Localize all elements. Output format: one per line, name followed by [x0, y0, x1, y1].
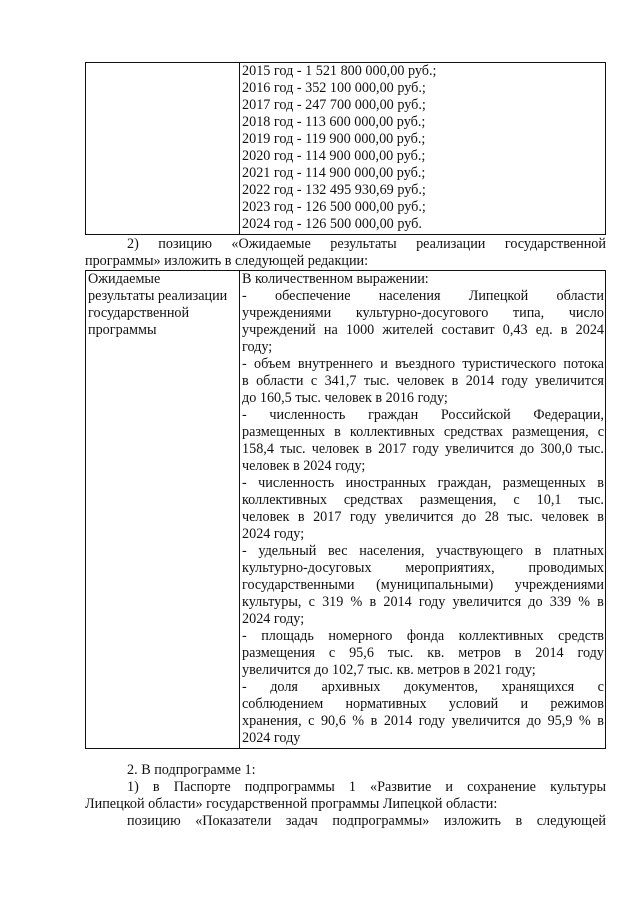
- results-text-line: до 160,5 тыс. человек в 2016 году;: [242, 390, 448, 406]
- results-text-line: размещения с 95,6 тыс. кв. метров в 2014 году: [242, 645, 604, 661]
- results-text-line: 2024 году;: [242, 526, 305, 542]
- funding-year-line: 2017 год - 247 700 000,00 руб.;: [242, 97, 426, 113]
- table-row: [86, 63, 606, 235]
- results-text-line: размещенных в коллективных средствах размещения, с: [242, 424, 604, 440]
- word: «Развитие: [370, 779, 432, 795]
- results-text-line: учреждениями культурно-досугового типа, число: [242, 305, 604, 321]
- results-text-line: соблюдением нормативных условий и режимов: [242, 696, 604, 712]
- results-label: [88, 271, 238, 339]
- word: 2): [127, 236, 139, 252]
- word: 1): [127, 779, 139, 795]
- funding-table: [85, 62, 606, 235]
- results-text-line: 158,4 тыс. человек в 2017 году увеличится до 300,0 тыс.: [242, 441, 604, 457]
- word: «Показатели: [195, 813, 272, 829]
- results-text-line: государственными (муниципальными) учреждениями: [242, 577, 604, 593]
- results-text-line: увеличится до 102,7 тыс. кв. метров в 2021 году;: [242, 662, 536, 678]
- results-text-line: в области с 341,7 тыс. человек в 2014 году увеличится: [242, 373, 604, 389]
- results-text-line: 2024 году;: [242, 611, 305, 627]
- word: следующей: [536, 813, 606, 829]
- funding-year-line: 2016 год - 352 100 000,00 руб.;: [242, 80, 426, 96]
- results-text-line: человек в 2024 году;: [242, 458, 366, 474]
- word: задач: [285, 813, 318, 829]
- results-label-line: программы: [88, 322, 157, 338]
- results-text-line: коллективных средствах размещения, с 10,1 тыс.: [242, 492, 604, 508]
- results-text-line: культурно-досуговых мероприятиях, проводимых: [242, 560, 604, 576]
- table-row: [86, 271, 606, 749]
- results-text-line: В количественном выражении:: [242, 271, 429, 287]
- funding-year-line: 2021 год - 114 900 000,00 руб.;: [242, 165, 426, 181]
- funding-year-line: 2018 год - 113 600 000,00 руб.;: [242, 114, 426, 130]
- word: 1: [348, 779, 356, 795]
- paragraph-subprogram: [85, 762, 606, 830]
- results-text-line: - объем внутреннего и въездного туристического потока: [242, 356, 604, 372]
- funding-year-line: 2020 год - 114 900 000,00 руб.;: [242, 148, 426, 164]
- word: Паспорте: [173, 779, 231, 795]
- results-text-line: учреждений на 1000 жителей составит 0,43 ед. в 2024: [242, 322, 604, 338]
- results-text-line: - численность иностранных граждан, размещенных в: [242, 475, 604, 491]
- word: и: [445, 779, 453, 795]
- word: позицию: [158, 236, 212, 252]
- results-text-line: - численность граждан Российской Федерации,: [242, 407, 604, 423]
- funding-year-line: 2019 год - 119 900 000,00 руб.;: [242, 131, 426, 147]
- word: результаты: [330, 236, 397, 252]
- word: позицию: [127, 813, 181, 829]
- paragraph-line: программы» изложить в следующей редакции:: [85, 253, 369, 269]
- word: сохранение: [467, 779, 536, 795]
- paragraph-line: [85, 779, 606, 796]
- word: в: [515, 813, 523, 829]
- funding-year-line: 2015 год - 1 521 800 000,00 руб.;: [242, 63, 437, 79]
- paragraph-line: [85, 236, 606, 253]
- results-values-cell: [240, 271, 606, 749]
- results-text-line: человек в 2017 году увеличится до 28 тыс. человек в: [242, 509, 604, 525]
- funding-values-cell: [240, 63, 606, 235]
- results-label-cell: [86, 271, 240, 749]
- funding-year-line: 2024 год - 126 500 000,00 руб.: [242, 216, 422, 232]
- funding-label-cell: [86, 63, 240, 235]
- results-label-line: государственной: [88, 305, 190, 321]
- results-label-line: результаты реализации: [88, 288, 228, 304]
- results-text-line: - удельный вес населения, участвующего в платных: [242, 543, 604, 559]
- results-text: [242, 271, 604, 747]
- results-text-line: - площадь номерного фонда коллективных средств: [242, 628, 604, 644]
- results-text-line: - доля архивных документов, хранящихся с: [242, 679, 604, 695]
- word: «Ожидаемые: [231, 236, 311, 252]
- paragraph-line: Липецкой области» государственной программы Липецкой области:: [85, 796, 498, 812]
- word: подпрограммы»: [332, 813, 430, 829]
- paragraph-heading: 2. В подпрограмме 1:: [127, 762, 256, 778]
- results-text-line: - обеспечение населения Липецкой области: [242, 288, 604, 304]
- word: подпрограммы: [244, 779, 335, 795]
- funding-year-line: 2022 год - 132 495 930,69 руб.;: [242, 182, 426, 198]
- word: государственной: [504, 236, 606, 252]
- paragraph-position-2: [85, 236, 606, 270]
- results-text-line: году;: [242, 339, 273, 355]
- word: изложить: [443, 813, 502, 829]
- word: в: [152, 779, 160, 795]
- results-text-line: 2024 году: [242, 730, 301, 746]
- results-text-line: культуры, с 319 % в 2014 году увеличится до 339 % в: [242, 594, 604, 610]
- results-table: [85, 270, 606, 749]
- funding-year-line: 2023 год - 126 500 000,00 руб.;: [242, 199, 426, 215]
- paragraph-line: [85, 813, 606, 830]
- word: культуры: [550, 779, 606, 795]
- funding-lines: [242, 63, 604, 233]
- word: реализации: [416, 236, 486, 252]
- results-label-line: Ожидаемые: [88, 271, 161, 287]
- results-text-line: хранения, с 90,6 % в 2014 году увеличится до 95,9 % в: [242, 713, 604, 729]
